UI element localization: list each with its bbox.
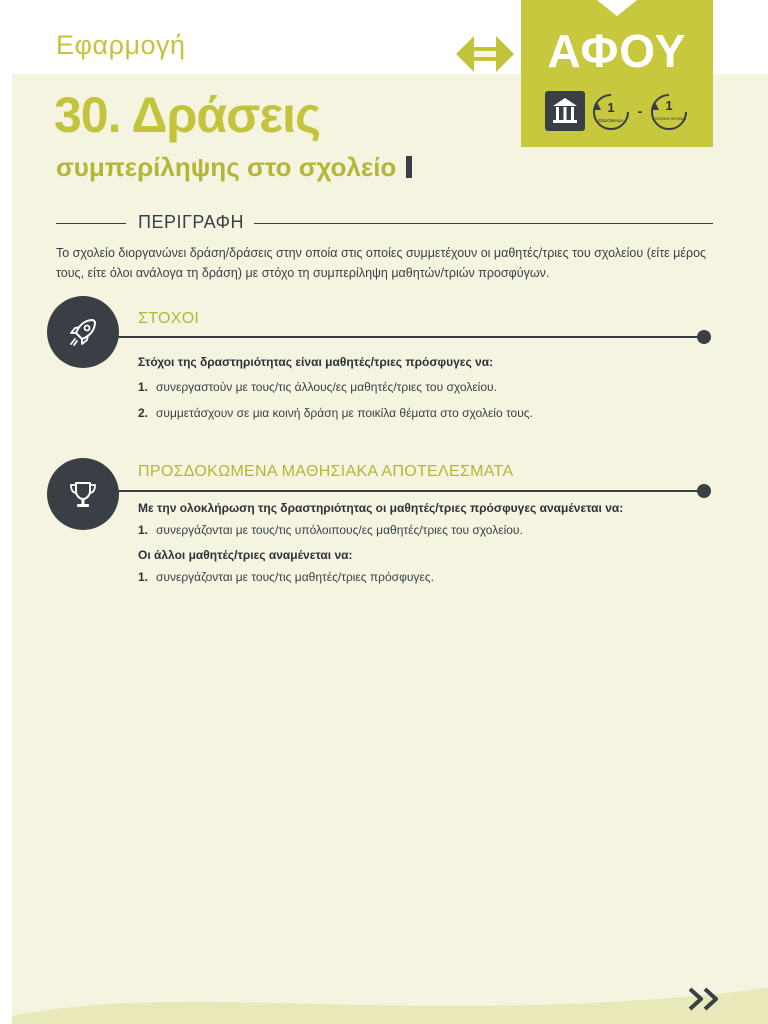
goals-intro: Στόχοι της δραστηριότητας είναι μαθητές/τριες πρόσφυγες να: xyxy=(138,355,494,369)
year-count: 1 xyxy=(665,98,673,113)
next-page-chevrons-icon[interactable] xyxy=(688,986,724,1012)
page-title: 30. Δράσεις xyxy=(54,87,320,143)
trophy-icon xyxy=(65,476,101,512)
clock-cycle-icon xyxy=(651,95,686,129)
rocket-icon xyxy=(65,314,101,350)
list-item-number: 1. xyxy=(138,570,149,584)
badge-notch xyxy=(521,0,713,22)
badge xyxy=(521,0,713,147)
list-item-text: συνεργάζονται με τους/τις υπόλοιπους/ες μαθητές/τριες του σχολείου. xyxy=(156,523,523,537)
outcomes-intro: Με την ολοκλήρωση της δραστηριότητας οι μαθητές/τριες πρόσφυγες αναμένεται να: xyxy=(138,501,624,515)
outcomes-badge xyxy=(47,458,119,530)
year-label: ΣΧΟΛΙΚΗ ΧΡΟΝΙΑ xyxy=(652,116,686,121)
outcomes-title: ΠΡΟΣΔΟΚΩΜΕΝΑ ΜΑΘΗΣΙΑΚΑ ΑΠΟΤΕΛΕΣΜΑΤΑ xyxy=(138,463,514,480)
list-item-number: 1. xyxy=(138,380,149,394)
outcomes-rule-dot xyxy=(697,484,711,498)
list-item xyxy=(138,380,497,394)
week-label: ΕΒΔΟΜΑΔΑ xyxy=(598,118,624,123)
heading-rule-left xyxy=(56,223,126,224)
badge-label: ΑΦΟΥ xyxy=(547,25,687,77)
badge-separator: - xyxy=(637,103,643,119)
footer-wave xyxy=(12,960,768,1024)
description-heading-label: ΠΕΡΙΓΡΑΦΗ xyxy=(138,212,252,233)
list-item-number: 1. xyxy=(138,523,149,537)
goals-badge xyxy=(47,296,119,368)
badge-icons xyxy=(545,88,715,134)
subtitle-bar xyxy=(406,156,412,178)
school-building-icon xyxy=(545,91,585,131)
description-heading xyxy=(56,212,713,234)
clock-cycle-icon xyxy=(593,95,628,129)
page-subtitle-text: συμπερίληψης στο σχολείο xyxy=(56,152,397,182)
week-count: 1 xyxy=(607,100,615,115)
list-item-number: 2. xyxy=(138,406,149,420)
double-arrow-icon xyxy=(456,34,514,74)
page-subtitle xyxy=(56,152,412,183)
goals-rule xyxy=(112,336,704,338)
goals-title: ΣΤΟΧΟΙ xyxy=(138,310,200,327)
outcomes-intro-others: Οι άλλοι μαθητές/τριες αναμένεται να: xyxy=(138,548,353,562)
list-item-text: συνεργάζονται με τους/τις μαθητές/τριες πρόσφυγες. xyxy=(156,570,434,584)
list-item-text: συνεργαστούν με τους/τις άλλους/ες μαθητές/τριες του σχολείου. xyxy=(156,380,497,394)
heading-rule-right xyxy=(254,223,713,224)
list-item-text: συμμετάσχουν σε μια κοινή δράση με ποικίλα θέματα στο σχολείο τους. xyxy=(156,406,533,420)
page-kicker: Εφαρμογή xyxy=(56,30,186,60)
goals-rule-dot xyxy=(697,330,711,344)
list-item xyxy=(138,406,533,420)
description-text: Το σχολείο διοργανώνει δράση/δράσεις στην οποία στις οποίες συμμετέχουν οι μαθητές/τριες του σχολείου (είτε μέρος τους, είτε όλοι ανάλογα τη δράση) με στόχο τη συμπερίληψη μαθητών/τριών προσφύγων. xyxy=(56,246,707,280)
outcomes-rule xyxy=(112,490,704,492)
list-item xyxy=(138,523,523,537)
list-item xyxy=(138,570,434,584)
